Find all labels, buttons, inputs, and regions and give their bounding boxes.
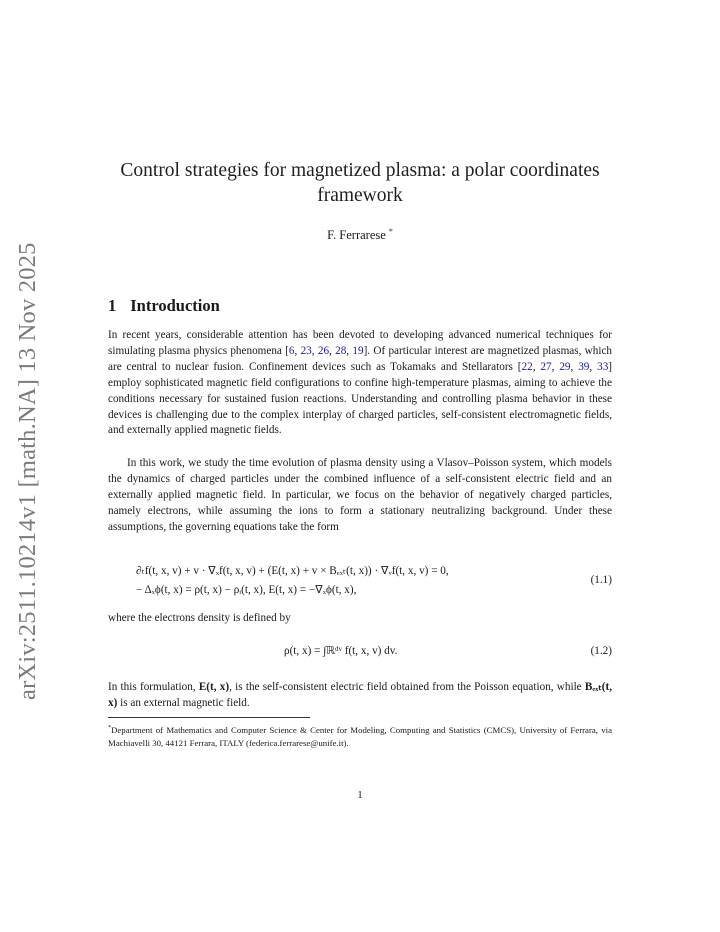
equation-1-2	[108, 643, 612, 663]
footnote	[108, 722, 612, 749]
paragraph-text: ]. Of particular interest are magnetized plasmas, which are central to nuclear fusion. Confinement devices such as Tokamaks and Stellarators [	[108, 344, 613, 373]
citation-link[interactable]: 29	[559, 360, 571, 373]
arxiv-identifier: arXiv:2511.10214v1 [math.NA] 13 Nov 2025	[14, 242, 41, 700]
section-heading	[108, 296, 220, 316]
page-number: 1	[357, 789, 363, 801]
citation-link[interactable]: 33	[597, 360, 609, 373]
equation-line: ρ(t, x) = ∫ℝᵈᵛ f(t, x, v) dv.	[284, 645, 398, 657]
section-number: 1	[108, 296, 117, 315]
author-name: F. Ferrarese	[327, 228, 386, 243]
footnote-divider	[108, 717, 310, 718]
author-line	[106, 227, 614, 243]
footnote-mark: *	[108, 725, 111, 731]
math-symbol: E(t, x)	[198, 681, 230, 693]
math-symbol: Bₑₓₜ(t, x)	[108, 681, 612, 709]
citation-link[interactable]: 22	[521, 360, 533, 373]
paragraph-text: In this formulation,	[108, 681, 199, 693]
citation-link[interactable]: 26	[317, 344, 330, 357]
footnote-text: Department of Mathematics and Computer Science & Center for Modeling, Computing and Statistics (CMCS), University of Ferrara, via Machiavelli 30, 44121 Ferrara, ITALY (federica.ferrarese@unife.it).	[108, 724, 612, 748]
section-title: Introduction	[130, 296, 220, 315]
paragraph-text: , is the self-consistent electric field obtained from the Poisson equation, while	[229, 681, 585, 693]
citation-link[interactable]: 28	[335, 344, 347, 357]
paper-title: Control strategies for magnetized plasma: a polar coordinates framework	[120, 160, 600, 206]
intro-paragraph-2: In this work, we study the time evolution of plasma density using a Vlasov–Poisson system, which models the dynamics of charged particles under the combined influence of a self-consistent electric field and an externally applied magnetic field. In particular, we focus on the behavior of negatively charged particles, namely electrons, while assuming the ions to form a stationary neutralizing background. Under these assumptions, the governing equations take the form	[108, 457, 612, 533]
citation-link[interactable]: 19	[352, 344, 364, 357]
equation-number: (1.1)	[590, 574, 612, 586]
paragraph-text: ] employ sophisticated magnetic field configurations to confine high-temperature plasmas, aiming to achieve the conditions necessary for sustained fusion reactions. Understanding and controlling plasma behavior in these devices is challenging due to the complex interplay of charged particles, self-consistent electromagnetic fields, and externally applied magnetic fields.	[108, 360, 613, 437]
citation-link[interactable]: 39	[578, 360, 590, 373]
citation-link[interactable]: 27	[540, 360, 552, 373]
citation-link[interactable]: 23	[300, 344, 312, 357]
paragraph-text: is an external magnetic field.	[117, 696, 250, 709]
equation-line: − Δₓϕ(t, x) = ρ(t, x) − ρᵢ(t, x), E(t, x) = −∇ₓϕ(t, x),	[136, 584, 357, 596]
paragraph-text: In recent years, considerable attention has been devoted to developing advanced numerical techniques for simulating plasma physics phenomena [	[108, 329, 612, 357]
intro-paragraph-1: In recent years, considerable attention has been devoted to developing advanced numerical techniques for simulating plasma physics phenomena [6, 23, 26, 28, 19]. Of particular interest are magnetized plasmas, which are central to nuclear fusion. Confinement devices such as Tokamaks and Stellarators [22, 27, 29, 39, 33] employ sophisticated magnetic field configurations to confine high-temperature plasmas, aiming to achieve the conditions necessary for sustained fusion reactions. Understanding and controlling plasma behavior in these devices is challenging due to the complex interplay of charged particles, self-consistent electromagnetic fields, and externally applied magnetic fields.	[108, 329, 613, 437]
equation-1-1	[108, 563, 612, 599]
intro-paragraph-3: where the electrons density is defined by	[108, 612, 291, 624]
equation-line: ∂ₜf(t, x, v) + v · ∇ₓf(t, x, v) + (E(t, x) + v × Bₑₓₜ(t, x)) · ∇ᵥf(t, x, v) = 0,	[136, 565, 449, 577]
author-footnote-mark[interactable]: *	[388, 227, 393, 236]
citation-link[interactable]: 6	[288, 344, 295, 357]
equation-number: (1.2)	[590, 645, 612, 657]
intro-paragraph-4	[108, 680, 612, 712]
